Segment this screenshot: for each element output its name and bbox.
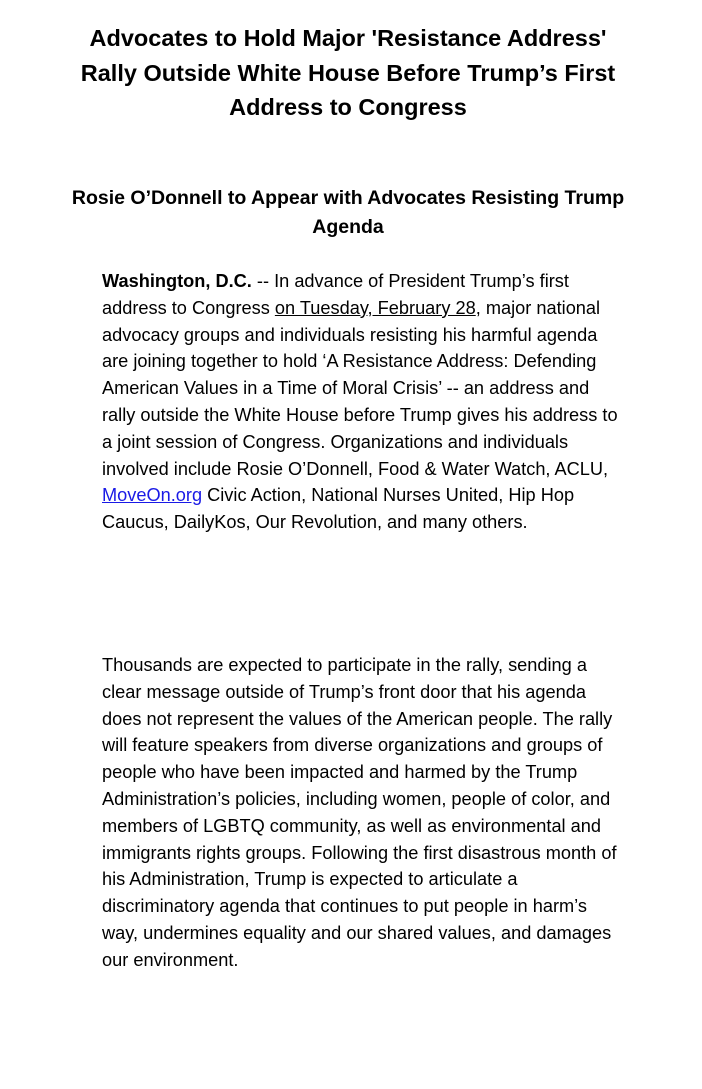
- paragraph1-text-part2: , major national advocacy groups and individuals resisting his harmful agenda are joining together to hold ‘A Resistance Address: Defending American Values in a Time of Moral Crisis’ -- an address and rally outside the White House before Trump gives his address to a joint session of Congress. Organizations and individuals involved include Rosie O’Donnell, Food & Water Watch, ACLU,: [102, 297, 618, 479]
- dateline: Washington, D.C.: [102, 271, 252, 291]
- body-paragraph-2: Thousands are expected to participate in the rally, sending a clear message outside of Trump’s front door that his agenda does not represent the values of the American people. The rally will feature speakers from diverse organizations and groups of people who have been impacted and harmed by the Trump Administration’s policies, including women, people of color, and members of LGBTQ community, as well as environmental and immigrants rights groups. Following the first disastrous month of his Administration, Trump is expected to articulate a discriminatory agenda that continues to put people in harm’s way, undermines equality and our shared values, and damages our environment.: [102, 655, 617, 970]
- moveon-link[interactable]: MoveOn.org: [102, 485, 203, 506]
- paragraph1-text-part3: Civic Action, National Nurses United, Hip Hop Caucus, DailyKos, Our Revolution, and many others.: [102, 485, 575, 533]
- headline: Advocates to Hold Major 'Resistance Address' Rally Outside White House Before Trump’s First Address to Congress: [80, 25, 616, 120]
- body-paragraph-1: [102, 268, 622, 536]
- paragraph1-text-part1: -- In advance of President Trump’s first address to Congress: [102, 271, 569, 318]
- date-link[interactable]: on Tuesday, February 28: [274, 297, 476, 318]
- subheadline: Rosie O’Donnell to Appear with Advocates Resisting Trump Agenda: [71, 187, 625, 238]
